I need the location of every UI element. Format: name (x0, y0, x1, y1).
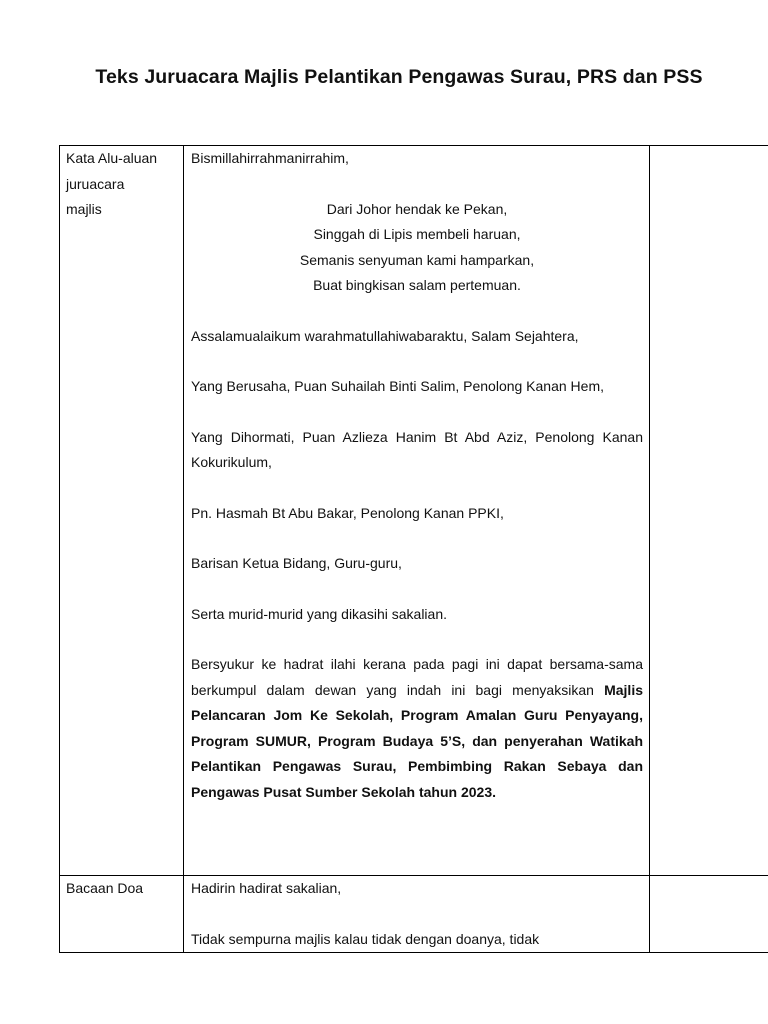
paragraph: Pn. Hasmah Bt Abu Bakar, Penolong Kanan PPKI, (191, 504, 504, 521)
script-table (59, 145, 768, 953)
paragraph: Assalamualaikum warahmatullahiwabaraktu, Salam Sejahtera, (191, 327, 579, 344)
closing-paragraph (191, 652, 643, 805)
paragraph: Hadirin hadirat sakalian, (191, 880, 342, 896)
paragraph: Serta murid-murid yang dikasihi sakalian. (191, 605, 447, 622)
label-line: Bacaan Doa (66, 880, 144, 896)
closing-bold-text: Majlis Pelancaran Jom Ke Sekolah, Program Amalan Guru Penyayang, Program SUMUR, Program Budaya 5’S, dan penyerahan Watikah Pelantikan Pengawas Surau, Pembimbing Rakan Sebaya dan Pengawas Pusat Sumber Sekolah tahun 2023. (191, 681, 643, 800)
opening-line: Bismillahirrahmanirrahim, (191, 150, 349, 166)
pantun-line: Singgah di Lipis membeli haruan, (313, 226, 521, 242)
pantun-line: Dari Johor hendak ke Pekan, (326, 200, 508, 217)
paragraph: Yang Berusaha, Puan Suhailah Binti Salim, Penolong Kanan Hem, (191, 378, 605, 394)
label-line: Kata Alu-aluan (66, 150, 158, 166)
notes-cell (650, 876, 768, 953)
pantun-verse (191, 197, 643, 299)
document-title: Teks Juruacara Majlis Pelantikan Pengawas Surau, PRS dan PSS (95, 66, 703, 88)
label-line: juruacara (66, 175, 125, 192)
label-cell (60, 146, 184, 876)
pantun-line: Semanis senyuman kami hamparkan, (299, 251, 535, 268)
paragraph: Yang Dihormati, Puan Azlieza Hanim Bt Abd Aziz, Penolong Kanan Kokurikulum, (191, 428, 643, 470)
pantun-line: Buat bingkisan salam pertemuan. (313, 277, 521, 293)
label-line: majlis (66, 201, 102, 217)
label-cell (60, 876, 184, 953)
table-row (60, 146, 768, 876)
content-cell (184, 876, 650, 953)
paragraph: Barisan Ketua Bidang, Guru-guru, (191, 555, 402, 571)
notes-cell (650, 146, 768, 876)
content-cell (184, 146, 650, 876)
paragraph: Tidak sempurna majlis kalau tidak dengan doanya, tidak (191, 930, 540, 947)
table-row (60, 876, 768, 953)
closing-text: Bersyukur ke hadrat ilahi kerana pada pagi ini dapat bersama-sama berkumpul dalam dewan yang indah ini bagi menyaksikan (191, 656, 643, 698)
